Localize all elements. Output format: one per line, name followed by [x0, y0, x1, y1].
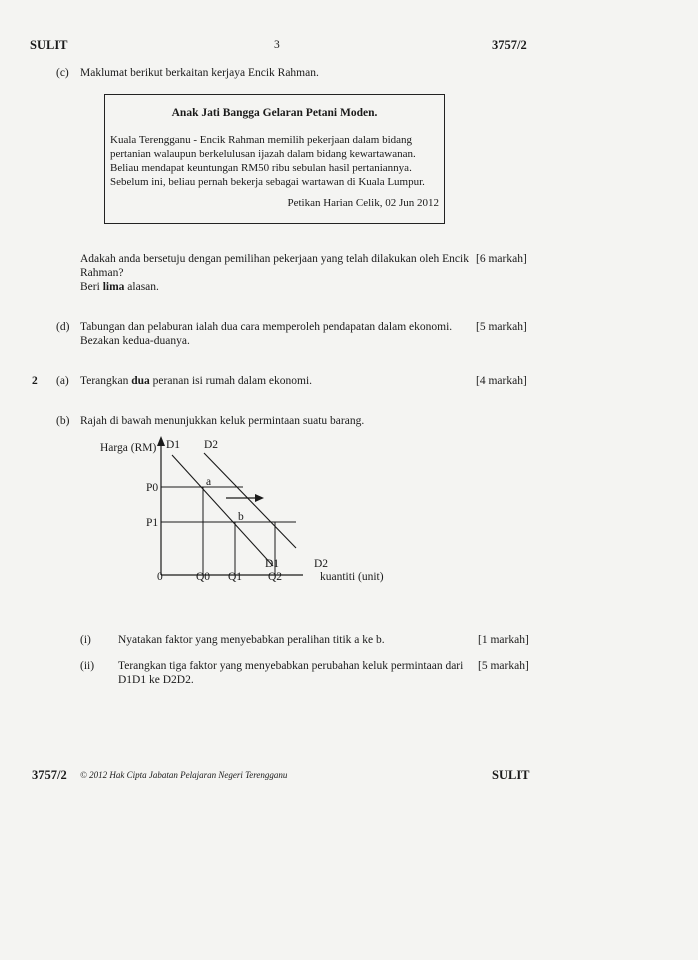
y-axis-label: Harga (RM) — [100, 442, 157, 454]
q2bi-marks: [1 markah] — [478, 634, 529, 646]
shift-arrow-head — [255, 494, 264, 502]
footer-copyright: © 2012 Hak Cipta Jabatan Pelajaran Negeri Terengganu — [80, 770, 288, 780]
article-line: Sebelum ini, beliau pernah bekerja sebagai wartawan di Kuala Lumpur. — [110, 176, 425, 188]
article-title: Anak Jati Bangga Gelaran Petani Moden. — [171, 107, 378, 119]
q1d-line1: Tabungan dan pelaburan ialah dua cara memperoleh pendapatan dalam ekonomi. — [80, 321, 453, 333]
article-line: Kuala Terengganu - Encik Rahman memilih pekerjaan dalam bidang — [110, 134, 413, 146]
q2a-bold: dua — [131, 375, 150, 387]
header-classification: SULIT — [30, 38, 68, 52]
d1-top-label: D1 — [166, 439, 181, 451]
point-a-label: a — [206, 476, 212, 488]
q2bii-line2: D1D1 ke D2D2. — [118, 674, 194, 686]
point-b-label: b — [238, 511, 244, 523]
q1d-label: (d) — [56, 321, 70, 333]
article-line: pertanian walaupun berkelulusan ijazah dalam bidang kewartawanan. — [110, 148, 416, 160]
x-axis-label: kuantiti (unit) — [320, 571, 384, 583]
q2bii-label: (ii) — [80, 660, 95, 672]
article-line: Beliau mendapat keuntungan RM50 ribu sebulan hasil pertaniannya. — [110, 162, 412, 174]
p1-label: P1 — [146, 517, 159, 529]
article-source: Petikan Harian Celik, 02 Jun 2012 — [287, 197, 439, 209]
q2a-text-part: peranan isi rumah dalam ekonomi. — [149, 375, 313, 387]
q2bii-marks: [5 markah] — [478, 660, 529, 672]
d2-top-label: D2 — [204, 439, 219, 451]
q2b-label: (b) — [56, 415, 70, 427]
d2-bottom-label: D2 — [314, 558, 329, 570]
paper-code: 3757/2 — [492, 38, 527, 52]
q2b-text: Rajah di bawah menunjukkan keluk permintaan suatu barang. — [80, 415, 365, 427]
q1-label: Q1 — [228, 571, 243, 583]
instr-text: Beri — [80, 281, 103, 293]
q2bi-text: Nyatakan faktor yang menyebabkan peralihan titik a ke b. — [118, 634, 385, 646]
q1c-label: (c) — [56, 67, 69, 79]
q2bi-label: (i) — [80, 634, 91, 646]
q1d-line2: Bezakan kedua-duanya. — [80, 335, 190, 347]
instr-text: alasan. — [124, 281, 159, 293]
y-axis-arrow — [157, 436, 165, 446]
q2a-text-part: Terangkan — [80, 375, 132, 387]
q1d-marks: [5 markah] — [476, 321, 527, 333]
instr-bold: lima — [102, 281, 125, 293]
q0-label: Q0 — [196, 571, 211, 583]
q2a-marks: [4 markah] — [476, 375, 527, 387]
page-number: 3 — [274, 39, 280, 51]
q2-label: Q2 — [268, 571, 283, 583]
q2a-label: (a) — [56, 375, 69, 387]
footer-classification: SULIT — [492, 768, 530, 782]
q1c-marks: [6 markah] — [476, 253, 527, 265]
origin-label: 0 — [157, 571, 163, 583]
q2bii-line1: Terangkan tiga faktor yang menyebabkan perubahan keluk permintaan dari — [118, 660, 464, 672]
q1c-question-line2: Rahman? — [80, 267, 124, 279]
d1-bottom-label: D1 — [265, 558, 280, 570]
p0-label: P0 — [146, 482, 159, 494]
footer-paper-code: 3757/2 — [32, 768, 67, 782]
q1c-question-line1: Adakah anda bersetuju dengan pemilihan pekerjaan yang telah dilakukan oleh Encik — [80, 253, 469, 265]
demand-curve-d2 — [204, 453, 296, 548]
q1c-intro: Maklumat berikut berkaitan kerjaya Encik Rahman. — [80, 67, 319, 79]
q2-number: 2 — [32, 375, 38, 387]
